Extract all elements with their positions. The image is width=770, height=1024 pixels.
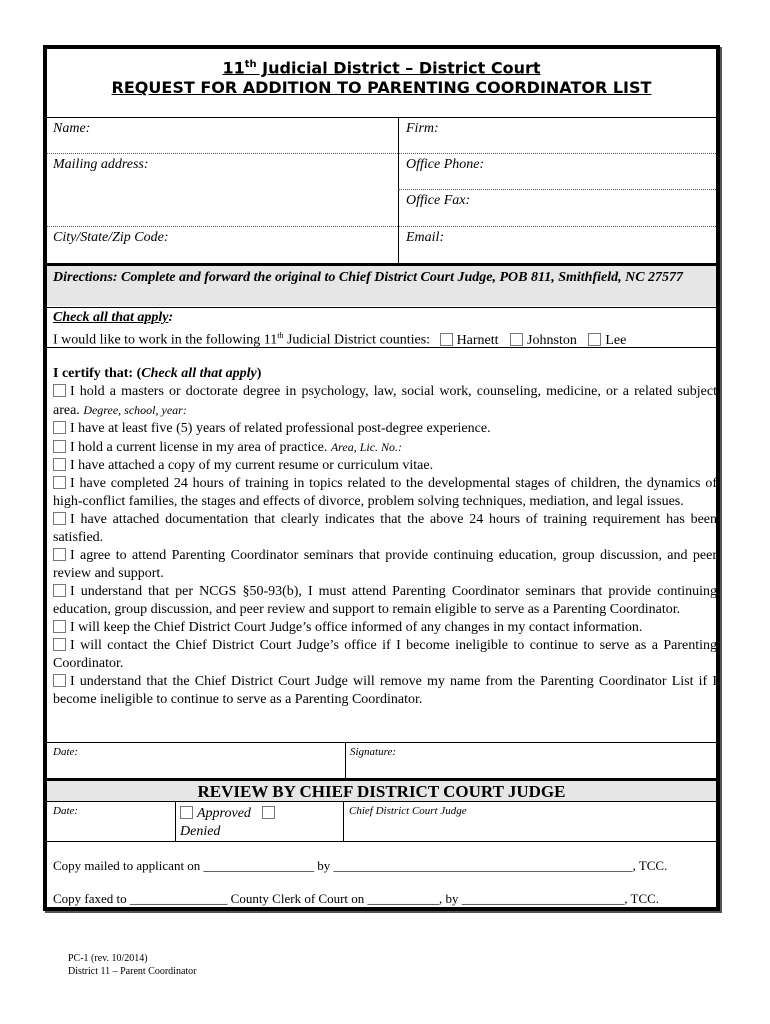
harnett-checkbox[interactable]	[440, 333, 453, 346]
divider	[47, 153, 716, 154]
city-state-zip-field[interactable]: City/State/Zip Code:	[53, 230, 169, 245]
divider	[47, 742, 716, 743]
certify-item-11: I understand that the Chief District Court Judge will remove my name from the Parenting Coordinator List if I become ineligible to continue to serve as a Parenting Coordinator.	[53, 674, 717, 707]
denied-checkbox[interactable]	[262, 806, 275, 819]
judge-signature-field[interactable]: Chief District Court Judge	[349, 805, 467, 817]
item-4-checkbox[interactable]	[53, 458, 66, 471]
office-phone-field[interactable]: Office Phone:	[406, 157, 485, 172]
date-field[interactable]: Date:	[53, 746, 79, 758]
review-date-field[interactable]: Date:	[53, 805, 79, 817]
item-7-checkbox[interactable]	[53, 548, 66, 561]
decision-options: Approved Denied	[180, 805, 340, 841]
firm-field[interactable]: Firm:	[406, 121, 439, 136]
copy-mailed-line: Copy mailed to applicant on _________________ by ______________________________________________, TCC.	[53, 858, 668, 873]
mailing-address-field[interactable]: Mailing address:	[53, 157, 149, 172]
divider	[47, 841, 716, 842]
certify-item-10: I will contact the Chief District Court Judge’s office if I become ineligible to continue to serve as a Parenting Coordinator.	[53, 638, 717, 671]
column-divider	[343, 801, 344, 841]
lee-checkbox[interactable]	[588, 333, 601, 346]
certify-section	[53, 365, 717, 709]
certify-item-1: I hold a masters or doctorate degree in psychology, law, social work, counseling, medicine, or a related subject area. Degree, school, year:	[53, 384, 717, 418]
request-form	[43, 45, 720, 911]
item-1-checkbox[interactable]	[53, 384, 66, 397]
email-field[interactable]: Email:	[406, 230, 445, 245]
form-title	[47, 55, 716, 98]
office-fax-field[interactable]: Office Fax:	[406, 193, 471, 208]
item-3-checkbox[interactable]	[53, 440, 66, 453]
signature-field[interactable]: Signature:	[350, 746, 397, 758]
copy-faxed-line: Copy faxed to _______________ County Clerk of Court on ___________, by _________________________, TCC.	[53, 891, 660, 906]
divider	[47, 226, 716, 227]
counties-row: I would like to work in the following 11th Judicial District counties: Harnett Johnston Lee	[53, 331, 627, 348]
column-divider	[398, 117, 399, 263]
item-8-checkbox[interactable]	[53, 584, 66, 597]
review-title: REVIEW BY CHIEF DISTRICT COURT JUDGE	[197, 782, 566, 801]
certify-heading: I certify that: (Check all that apply)	[53, 366, 262, 381]
certify-item-9: I will keep the Chief District Court Judge’s office informed of any changes in my contact information.	[53, 619, 717, 637]
divider	[47, 347, 716, 348]
form-footer	[68, 952, 197, 978]
column-divider	[175, 801, 176, 841]
item-9-checkbox[interactable]	[53, 620, 66, 633]
certify-item-3: I hold a current license in my area of practice. Area, Lic. No.:	[53, 438, 717, 457]
directions: Directions: Complete and forward the original to Chief District Court Judge, POB 811, Smithfield, NC 27577	[53, 270, 684, 285]
name-field[interactable]: Name:	[53, 121, 91, 136]
certify-item-8: I understand that per NCGS §50-93(b), I must attend Parenting Coordinator seminars that provide continuing education, group discussion, and peer review and support to remain eligible to serve as a Parenting Coordinator.	[53, 584, 717, 617]
certify-item-4: I have attached a copy of my current resume or curriculum vitae.	[53, 457, 717, 475]
divider	[47, 801, 716, 802]
title-line-2: REQUEST FOR ADDITION TO PARENTING COORDINATOR LIST	[111, 78, 652, 98]
check-all-heading: Check all that apply:	[53, 310, 174, 325]
divider	[47, 307, 716, 308]
certify-item-5: I have completed 24 hours of training in topics related to the developmental stages of children, the dynamics of high-conflict families, the stages and effects of divorce, problem solving techniques, mediation, and legal issues.	[53, 476, 717, 509]
approved-checkbox[interactable]	[180, 806, 193, 819]
column-divider	[345, 742, 346, 778]
item-5-checkbox[interactable]	[53, 476, 66, 489]
certify-item-7: I agree to attend Parenting Coordinator seminars that provide continuing education, group discussion, and peer review and support.	[53, 548, 717, 581]
form-number: PC-1 (rev. 10/2014)	[68, 953, 148, 964]
certify-item-6: I have attached documentation that clearly indicates that the above 24 hours of training requirement has been satisfied.	[53, 512, 717, 545]
divider	[398, 189, 716, 190]
item-10-checkbox[interactable]	[53, 638, 66, 651]
item-11-checkbox[interactable]	[53, 674, 66, 687]
item-2-checkbox[interactable]	[53, 421, 66, 434]
item-6-checkbox[interactable]	[53, 512, 66, 525]
form-subtitle: District 11 – Parent Coordinator	[68, 966, 197, 977]
johnston-checkbox[interactable]	[510, 333, 523, 346]
divider	[47, 117, 716, 118]
certify-item-2: I have at least five (5) years of related professional post-degree experience.	[53, 420, 717, 438]
title-line-1: 11th Judicial District – District Court	[222, 58, 541, 78]
